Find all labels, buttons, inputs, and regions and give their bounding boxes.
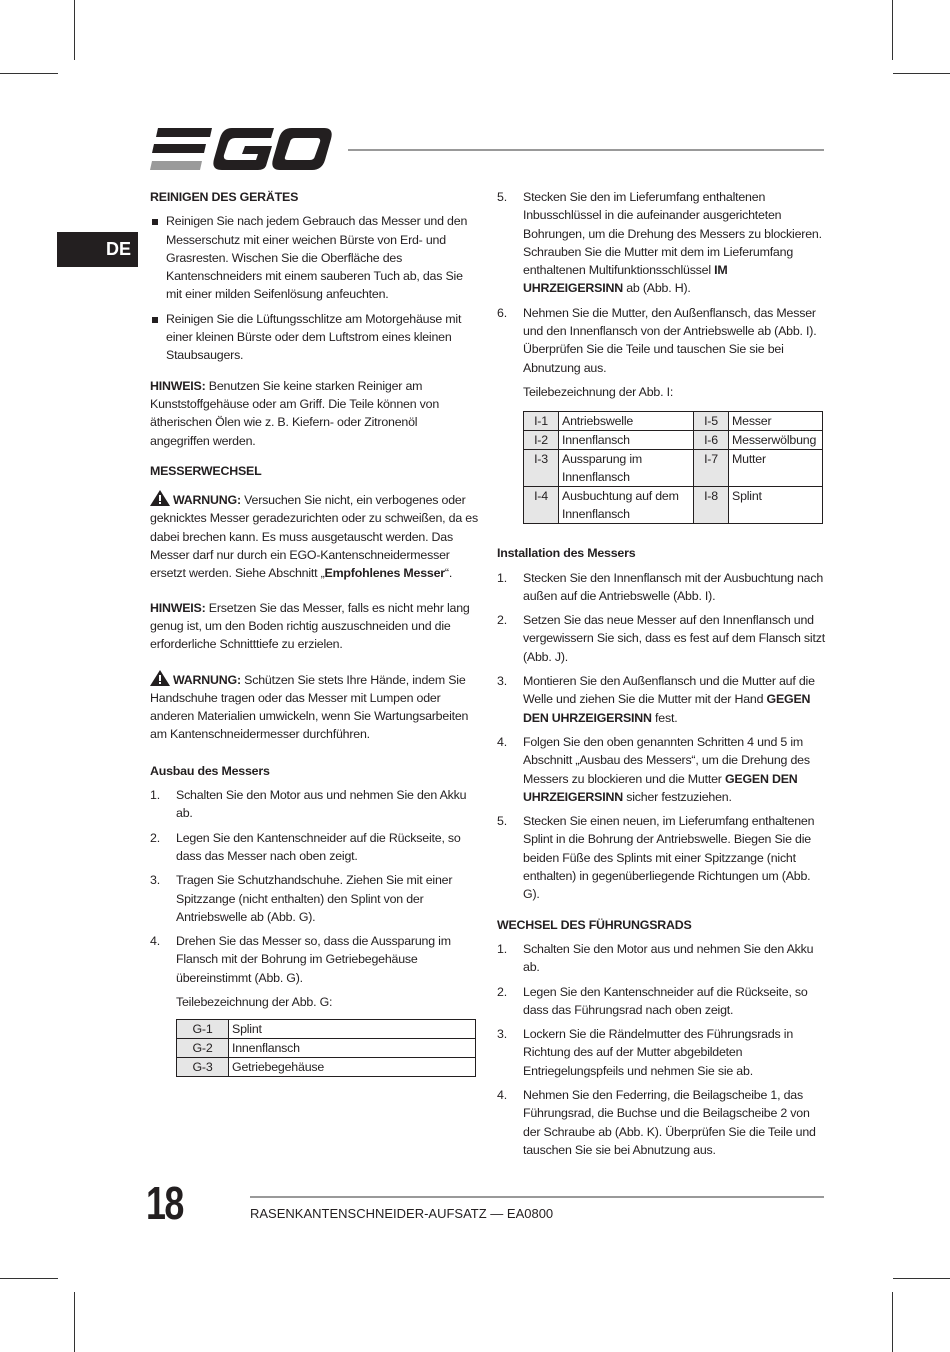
section-heading: REINIGEN DES GERÄTES <box>150 190 299 204</box>
ego-logo <box>150 128 332 170</box>
table-row <box>524 450 823 487</box>
warning-label: WARNUNG: <box>173 493 241 508</box>
list-item <box>497 1086 827 1159</box>
list-item <box>497 983 827 1020</box>
list-number: 3. <box>150 873 160 888</box>
list-number: 5. <box>497 814 507 829</box>
list-text: Folgen Sie den oben genannten Schritten 4 und 5 im Abschnitt „Ausbau des Messers“, um die Drehung des Messers zu blockieren und die Mutter <box>523 734 810 786</box>
table-caption: Teilebezeichnung der Abb. I: <box>523 384 674 399</box>
list-text: Stecken Sie einen neuen, im Lieferumfang enthaltenen Splint in die Bohrung der Antriebswelle. Biegen Sie die beiden Füße des Splints mit einer Spitzzange (nicht enthalten) in gegenüberliegende Richtungen um (Abb. G). <box>523 814 815 902</box>
list-text-end: sicher festzuziehen. <box>622 789 732 804</box>
list-number: 4. <box>150 934 160 949</box>
list-number: 3. <box>497 674 507 689</box>
list-number: 1. <box>150 788 160 803</box>
list-bold: IM UHRZEIGERSINN <box>523 263 728 296</box>
part-name: Innenflansch <box>229 1039 476 1058</box>
list-text: Legen Sie den Kantenschneider auf die Rückseite, so dass das Führungsrad nach oben zeigt. <box>523 984 808 1017</box>
part-code: I-5 <box>694 412 729 431</box>
right-column <box>497 188 827 1165</box>
warning-icon <box>150 490 170 506</box>
list-text-end: fest. <box>651 710 678 725</box>
bullet-item: Reinigen Sie nach jedem Gebrauch das Messer und den Messerschutz mit einer weichen Bürste von Erd- und Grasresten. Wischen Sie die Oberfläche des Kantenschneiders mit einem sauberen Tuch ab, das Sie mit einer milden Seifenlösung anfeuchten. <box>150 212 478 303</box>
part-code: I-4 <box>524 487 559 524</box>
list-text: Legen Sie den Kantenschneider auf die Rückseite, so dass das Messer nach oben zeigt. <box>176 830 461 863</box>
crop-mark <box>893 1278 950 1279</box>
list-text-end: ab (Abb. H). <box>622 281 691 296</box>
list-bold: GEGEN DEN UHRZEIGERSINN <box>523 692 811 725</box>
list-item <box>497 304 827 377</box>
list-item <box>497 733 827 806</box>
language-tab: DE <box>57 232 138 267</box>
section-heading: WECHSEL DES FÜHRUNGSRADS <box>497 917 692 932</box>
table-row <box>524 487 823 524</box>
crop-mark <box>74 1292 75 1352</box>
crop-mark <box>892 1292 893 1352</box>
list-number: 3. <box>497 1027 507 1042</box>
list-number: 2. <box>497 984 507 999</box>
footer-rule <box>250 1196 824 1198</box>
table-row <box>177 1020 476 1039</box>
crop-mark <box>893 73 950 74</box>
list-number: 1. <box>497 941 507 956</box>
note-paragraph <box>150 599 478 654</box>
list-text: Nehmen Sie den Federring, die Beilagscheibe 1, das Führungsrad, die Buchse und die Beilagscheibe 2 von der Schraube ab (Abb. K). Überprüfen Sie die Teile und tauschen Sie sie bei Abnutzung aus. <box>523 1087 816 1157</box>
part-code: G-1 <box>177 1020 229 1039</box>
list-item <box>497 1025 827 1080</box>
part-name: Splint <box>229 1020 476 1039</box>
list-text: Tragen Sie Schutzhandschuhe. Ziehen Sie mit einer Spitzzange (nicht enthalten) den Splint von der Antriebswelle ab (Abb. G). <box>176 873 453 924</box>
warning-icon <box>150 670 170 686</box>
list-item <box>497 188 827 298</box>
warning-label: WARNUNG: <box>173 672 241 687</box>
page-number: 18 <box>146 1177 183 1229</box>
section-heading: MESSERWECHSEL <box>150 463 262 478</box>
part-code: I-8 <box>694 487 729 524</box>
list-text: Schalten Sie den Motor aus und nehmen Sie den Akku ab. <box>523 941 814 975</box>
part-name: Antriebswelle <box>559 412 694 431</box>
part-code: I-3 <box>524 450 559 487</box>
crop-mark <box>0 73 58 74</box>
bullet-item: Reinigen Sie die Lüftungsschlitze am Motorgehäuse mit einer kleinen Bürste oder dem Luftstrom eines kleinen Staubsaugers. <box>150 310 478 365</box>
list-number: 5. <box>497 190 507 204</box>
table-row <box>177 1058 476 1077</box>
list-item <box>497 940 827 977</box>
note-paragraph <box>150 377 478 450</box>
list-item <box>497 812 827 903</box>
part-code: I-2 <box>524 431 559 450</box>
crop-mark <box>892 0 893 60</box>
part-name: Ausbuchtung auf dem Innenflansch <box>559 487 694 524</box>
parts-table-g <box>176 1019 476 1077</box>
list-text: Montieren Sie den Außenflansch und die Mutter auf die Welle und ziehen Sie die Mutter mit der Hand <box>523 674 815 707</box>
part-code: G-2 <box>177 1039 229 1058</box>
part-code: G-3 <box>177 1058 229 1077</box>
part-name: Innenflansch <box>559 431 694 450</box>
list-text: Setzen Sie das neue Messer auf den Innenflansch und vergewissern Sie sich, dass es fest auf dem Flansch sitzt (Abb. J). <box>523 613 825 664</box>
list-number: 4. <box>497 734 507 749</box>
part-code: I-6 <box>694 431 729 450</box>
list-number: 6. <box>497 305 507 320</box>
list-item <box>497 611 827 666</box>
list-number: 1. <box>497 570 507 585</box>
footer-title: RASENKANTENSCHNEIDER-AUFSATZ — EA0800 <box>250 1206 554 1221</box>
list-text: Drehen Sie das Messer so, dass die Aussparung im Flansch mit der Bohrung im Getriebegehäuse übereinstimmt (Abb. G). <box>176 934 451 985</box>
parts-table-i <box>523 411 823 524</box>
table-caption: Teilebezeichnung der Abb. G: <box>176 994 333 1009</box>
crop-mark <box>0 1278 58 1279</box>
table-row <box>177 1039 476 1058</box>
left-column <box>150 188 478 1077</box>
table-row <box>524 412 823 431</box>
part-name: Messerwölbung <box>729 431 823 450</box>
warning-paragraph <box>150 670 478 744</box>
list-number: 4. <box>497 1087 507 1102</box>
warning-text: Schützen Sie stets Ihre Hände, indem Sie Handschuhe tragen oder das Messer mit Lumpen oder anderen Materialien umwickeln, wenn Sie Wartungsarbeiten am Kantenschneidermesser durchführen. <box>150 672 469 742</box>
list-text: Stecken Sie den Innenflansch mit der Ausbuchtung nach außen auf die Antriebswelle (Abb. I). <box>523 570 824 603</box>
list-item <box>150 829 478 866</box>
list-text: Nehmen Sie die Mutter, den Außenflansch, das Messer und den Innenflansch von der Antriebswelle ab (Abb. I). Überprüfen Sie die Teile und tauschen Sie sie bei Abnutzung aus. <box>523 305 817 375</box>
part-name: Messer <box>729 412 823 431</box>
part-name: Getriebegehäuse <box>229 1058 476 1077</box>
list-item <box>150 932 478 987</box>
list-number: 2. <box>150 830 160 845</box>
note-label: HINWEIS: <box>150 378 206 393</box>
part-name: Aussparung im Innenflansch <box>559 450 694 487</box>
list-bold: GEGEN DEN UHRZEIGERSINN <box>523 771 798 804</box>
note-text: Benutzen Sie keine starken Reiniger am Kunststoffgehäuse oder am Griff. Die Teile können von ätherischen Ölen wie z. B. Kiefern- oder Zitronenöl angegriffen werden. <box>150 378 440 448</box>
list-text: Schalten Sie den Motor aus und nehmen Sie den Akku ab. <box>176 788 467 821</box>
crop-mark <box>74 0 75 60</box>
part-code: I-7 <box>694 450 729 487</box>
table-row <box>524 431 823 450</box>
part-name: Splint <box>729 487 823 524</box>
list-text: Stecken Sie den im Lieferumfang enthaltenen Inbusschlüssel in die aufeinander ausgerichteten Bohrungen, um die Drehung des Messers zu blockieren. Schrauben Sie die Mutter mit dem im Lieferumfang enthaltenen Multifunktionsschlüssel <box>523 190 822 278</box>
list-number: 2. <box>497 613 507 628</box>
header-rule <box>348 149 824 151</box>
subsection-heading: Ausbau des Messers <box>150 763 270 778</box>
part-code: I-1 <box>524 412 559 431</box>
warning-bold-ref: Empfohlenes Messer <box>324 566 445 581</box>
subsection-heading: Installation des Messers <box>497 546 636 561</box>
note-label: HINWEIS: <box>150 600 206 615</box>
list-item <box>497 569 827 606</box>
note-text: Ersetzen Sie das Messer, falls es nicht mehr lang genug ist, um den Boden richtig auszuschneiden und die erforderliche Schnitttiefe zu erzielen. <box>150 600 470 652</box>
list-item <box>497 672 827 727</box>
warning-text: Versuchen Sie nicht, ein verbogenes oder geknicktes Messer geradezurichten oder zu schweißen, da es dabei brechen kann. Es muss ausgetauscht werden. Das Messer darf nur durch ein EGO-Kantenschneidermesser ersetzt werden. Siehe Abschnitt „ <box>150 493 478 581</box>
list-item <box>150 871 478 926</box>
list-text: Lockern Sie die Rändelmutter des Führungsrads in Richtung des auf der Mutter abgebildeten Entriegelungspfeils und nehmen Sie sie ab. <box>523 1027 794 1078</box>
list-item <box>150 786 478 823</box>
warning-paragraph <box>150 490 478 582</box>
part-name: Mutter <box>729 450 823 487</box>
warning-end: “. <box>444 566 453 581</box>
